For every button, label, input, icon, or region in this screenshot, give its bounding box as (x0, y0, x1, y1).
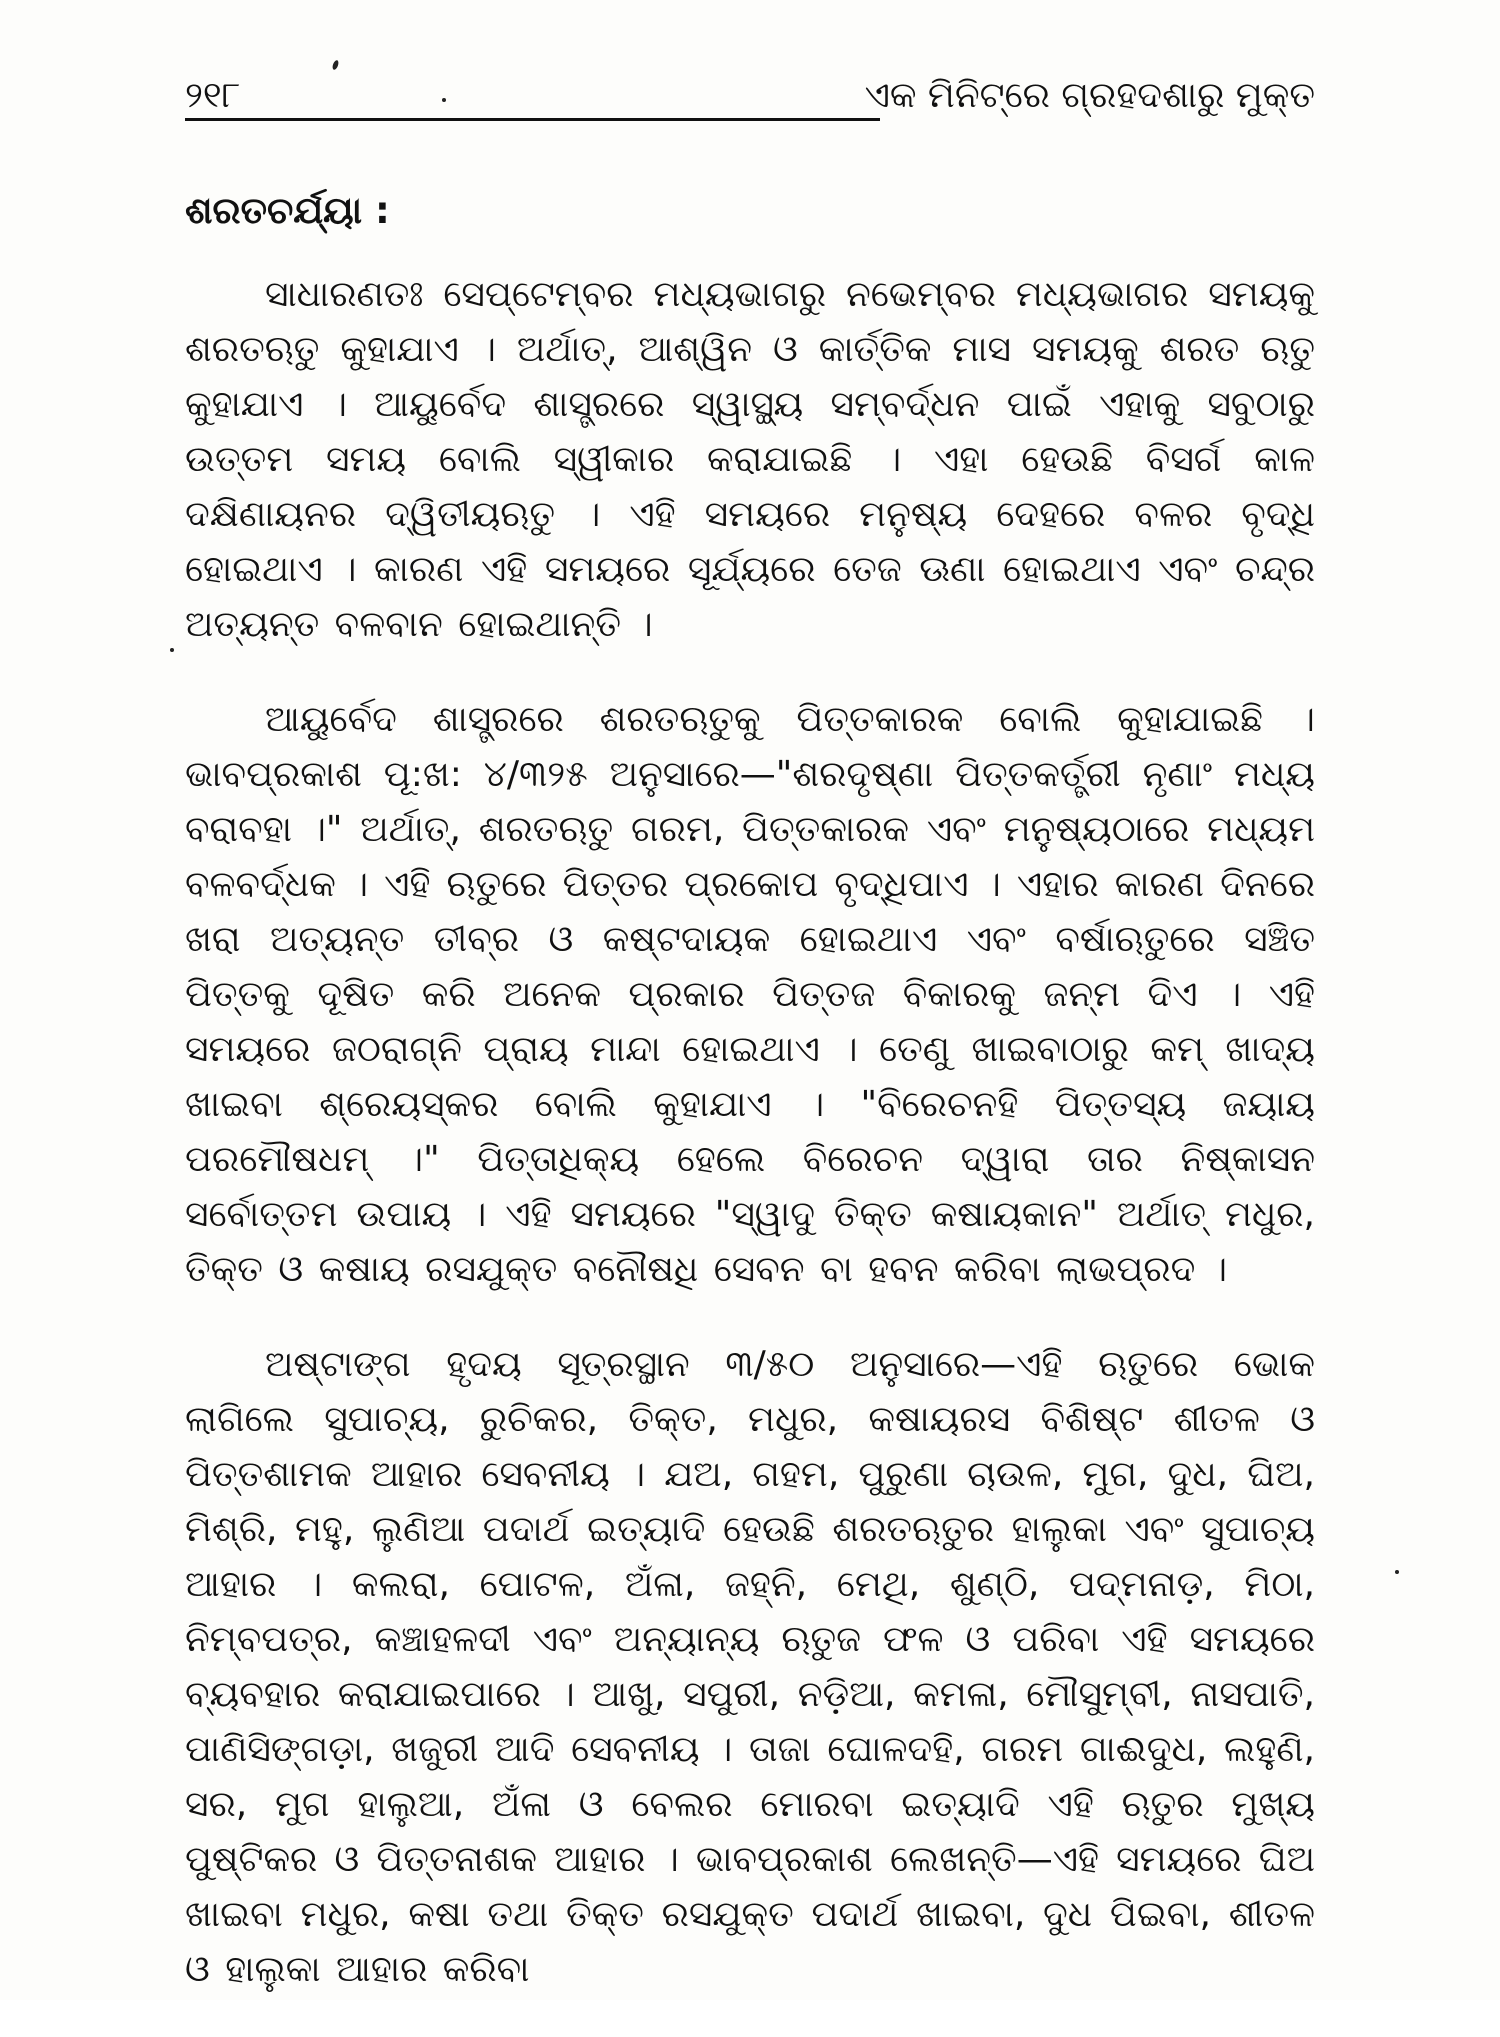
paragraph: ଅଷ୍ଟାଙ୍ଗ ହୃଦୟ ସୂତ୍ରସ୍ଥାନ ୩/୫୦ ଅନୁସାରେ—ଏହି ଋତୁରେ ଭୋକ ଲାଗିଲେ ସୁପାଚ୍ୟ, ରୁଚିକର, ତିକ୍ତ, ମଧୁର, କଷାୟରସ ବିଶିଷ୍ଟ ଶୀତଳ ଓ ପିତ୍ତଶାମକ ଆହାର ସେବନୀୟ । ଯଅ, ଗହମ, ପୁରୁଣା ଚାଉଳ, ମୁଗ, ଦୁଧ, ଘିଅ, ମିଶ୍ରି, ମହୁ, ଲୁଣିଆ ପଦାର୍ଥ ଇତ୍ୟାଦି ହେଉଛି ଶରତଋତୁର ହାଲୁକା ଏବଂ ସୁପାଚ୍ୟ ଆହାର । କଲରା, ପୋଟଳ, ଅଁଳା, ଜହ୍ନି, ମେଥି, ଶୁଣ୍ଠି, ପଦ୍ମନାଡ଼, ମିଠା, ନିମ୍ବପତ୍ର, କଞ୍ଚାହଳଦୀ ଏବଂ ଅନ୍ୟାନ୍ୟ ଋତୁଜ ଫଳ ଓ ପରିବା ଏହି ସମୟରେ ବ୍ୟବହାର କରାଯାଇପାରେ । ଆଖୁ, ସପୁରୀ, ନଡ଼ିଆ, କମଳା, ମୌସୁମ୍ବୀ, ନାସପାତି, ପାଣିସିଙ୍ଗଡ଼ା, ଖଜୁରୀ ଆଦି ସେବନୀୟ । ତାଜା ଘୋଳଦହି, ଗରମ ଗାଈଦୁଧ, ଲହୁଣି, ସର, ମୁଗ ହାଲୁଆ, ଅଁଳା ଓ ବେଲର ମୋରବା ଇତ୍ୟାଦି ଏହି ଋତୁର ମୁଖ୍ୟ ପୁଷ୍ଟିକର ଓ ପିତ୍ତନାଶକ ଆହାର । ଭାବପ୍ରକାଶ ଲେଖନ୍ତି—ଏହି ସମୟରେ ଘିଅ ଖାଇବା ମଧୁର, କଷା ତଥା ତିକ୍ତ ରସଯୁକ୍ତ ପଦାର୍ଥ ଖାଇବା, ଦୁଧ ପିଇବା, ଶୀତଳ ଓ ହାଲୁକା ଆହାର କରିବା (185, 1344, 1315, 1990)
page-content (185, 185, 1315, 2037)
running-title: ଏକ ମିନିଟ୍‌ରେ ଗ୍ରହଦଶାରୁ ମୁକ୍ତ (864, 75, 1315, 116)
paragraph: ଆୟୁର୍ବେଦ ଶାସ୍ତ୍ରରେ ଶରତଋତୁକୁ ପିତ୍ତକାରକ ବୋଲି କୁହାଯାଇଛି । ଭାବପ୍ରକାଶ ପୂ:ଖ: ୪/୩୨୫ ଅନୁସାରେ—"ଶରଦୃଷ୍ଣା ପିତ୍ତକର୍ତ୍ତ୍ରୀ ନୃଣାଂ ମଧ୍ୟ ବରାବହା ।" ଅର୍ଥାତ୍, ଶରତଋତୁ ଗରମ, ପିତ୍ତକାରକ ଏବଂ ମନୁଷ୍ୟଠାରେ ମଧ୍ୟମ ବଳବର୍ଦ୍ଧକ । ଏହି ଋତୁରେ ପିତ୍ତର ପ୍ରକୋପ ବୃଦ୍ଧିପାଏ । ଏହାର କାରଣ ଦିନରେ ଖରା ଅତ୍ୟନ୍ତ ତୀବ୍ର ଓ କଷ୍ଟଦାୟକ ହୋଇଥାଏ ଏବଂ ବର୍ଷାଋତୁରେ ସଞ୍ଚିତ ପିତ୍ତକୁ ଦୂଷିତ କରି ଅନେକ ପ୍ରକାର ପିତ୍ତଜ ବିକାରକୁ ଜନ୍ମ ଦିଏ । ଏହି ସମୟରେ ଜଠରାଗ୍ନି ପ୍ରାୟ ମାନ୍ଦା ହୋଇଥାଏ । ତେଣୁ ଖାଇବାଠାରୁ କମ୍ ଖାଦ୍ୟ ଖାଇବା ଶ୍ରେୟସ୍କର ବୋଲି କୁହାଯାଏ । "ବିରେଚନହି ପିତ୍ତସ୍ୟ ଜୟାୟ ପରମୌଷଧମ୍ ।" ପିତ୍ତାଧିକ୍ୟ ହେଲେ ବିରେଚନ ଦ୍ୱାରା ତାର ନିଷ୍କାସନ ସର୍ବୋତ୍ତମ ଉପାୟ । ଏହି ସମୟରେ "ସ୍ୱାଦୁ ତିକ୍ତ କଷାୟକାନ" ଅର୍ଥାତ୍ ମଧୁର, ତିକ୍ତ ଓ କଷାୟ ରସଯୁକ୍ତ ବନୌଷଧି ସେବନ ବା ହବନ କରିବା ଲାଭପ୍ରଦ । (185, 699, 1315, 1290)
page-number: ୨୧୮ (185, 75, 241, 116)
ink-speck (442, 98, 446, 102)
ink-speck (1395, 1570, 1399, 1574)
ink-speck (170, 648, 174, 652)
page-header (185, 72, 1315, 132)
ink-speck (331, 59, 339, 70)
header-rule (185, 118, 880, 121)
section-heading: ଶରତଚର୍ଯ୍ୟା : (185, 189, 390, 232)
paragraph: ସାଧାରଣତଃ ସେପ୍ଟେମ୍ବର ମଧ୍ୟଭାଗରୁ ନଭେମ୍ବର ମଧ୍ୟଭାଗର ସମୟକୁ ଶରତଋତୁ କୁହାଯାଏ । ଅର୍ଥାତ୍, ଆଶ୍ୱିନ ଓ କାର୍ତ୍ତିକ ମାସ ସମୟକୁ ଶରତ ଋତୁ କୁହାଯାଏ । ଆୟୁର୍ବେଦ ଶାସ୍ତ୍ରରେ ସ୍ୱାସ୍ଥ୍ୟ ସମ୍ବର୍ଦ୍ଧନ ପାଇଁ ଏହାକୁ ସବୁଠାରୁ ଉତ୍ତମ ସମୟ ବୋଲି ସ୍ୱୀକାର କରାଯାଇଛି । ଏହା ହେଉଛି ବିସର୍ଗ କାଳ ଦକ୍ଷିଣାୟନର ଦ୍ୱିତୀୟଋତୁ । ଏହି ସମୟରେ ମନୁଷ୍ୟ ଦେହରେ ବଳର ବୃଦ୍ଧି ହୋଇଥାଏ । କାରଣ ଏହି ସମୟରେ ସୂର୍ଯ୍ୟରେ ତେଜ ଊଣା ହୋଇଥାଏ ଏବଂ ଚନ୍ଦ୍ର ଅତ୍ୟନ୍ତ ବଳବାନ ହୋଇଥାନ୍ତି । (185, 274, 1315, 645)
